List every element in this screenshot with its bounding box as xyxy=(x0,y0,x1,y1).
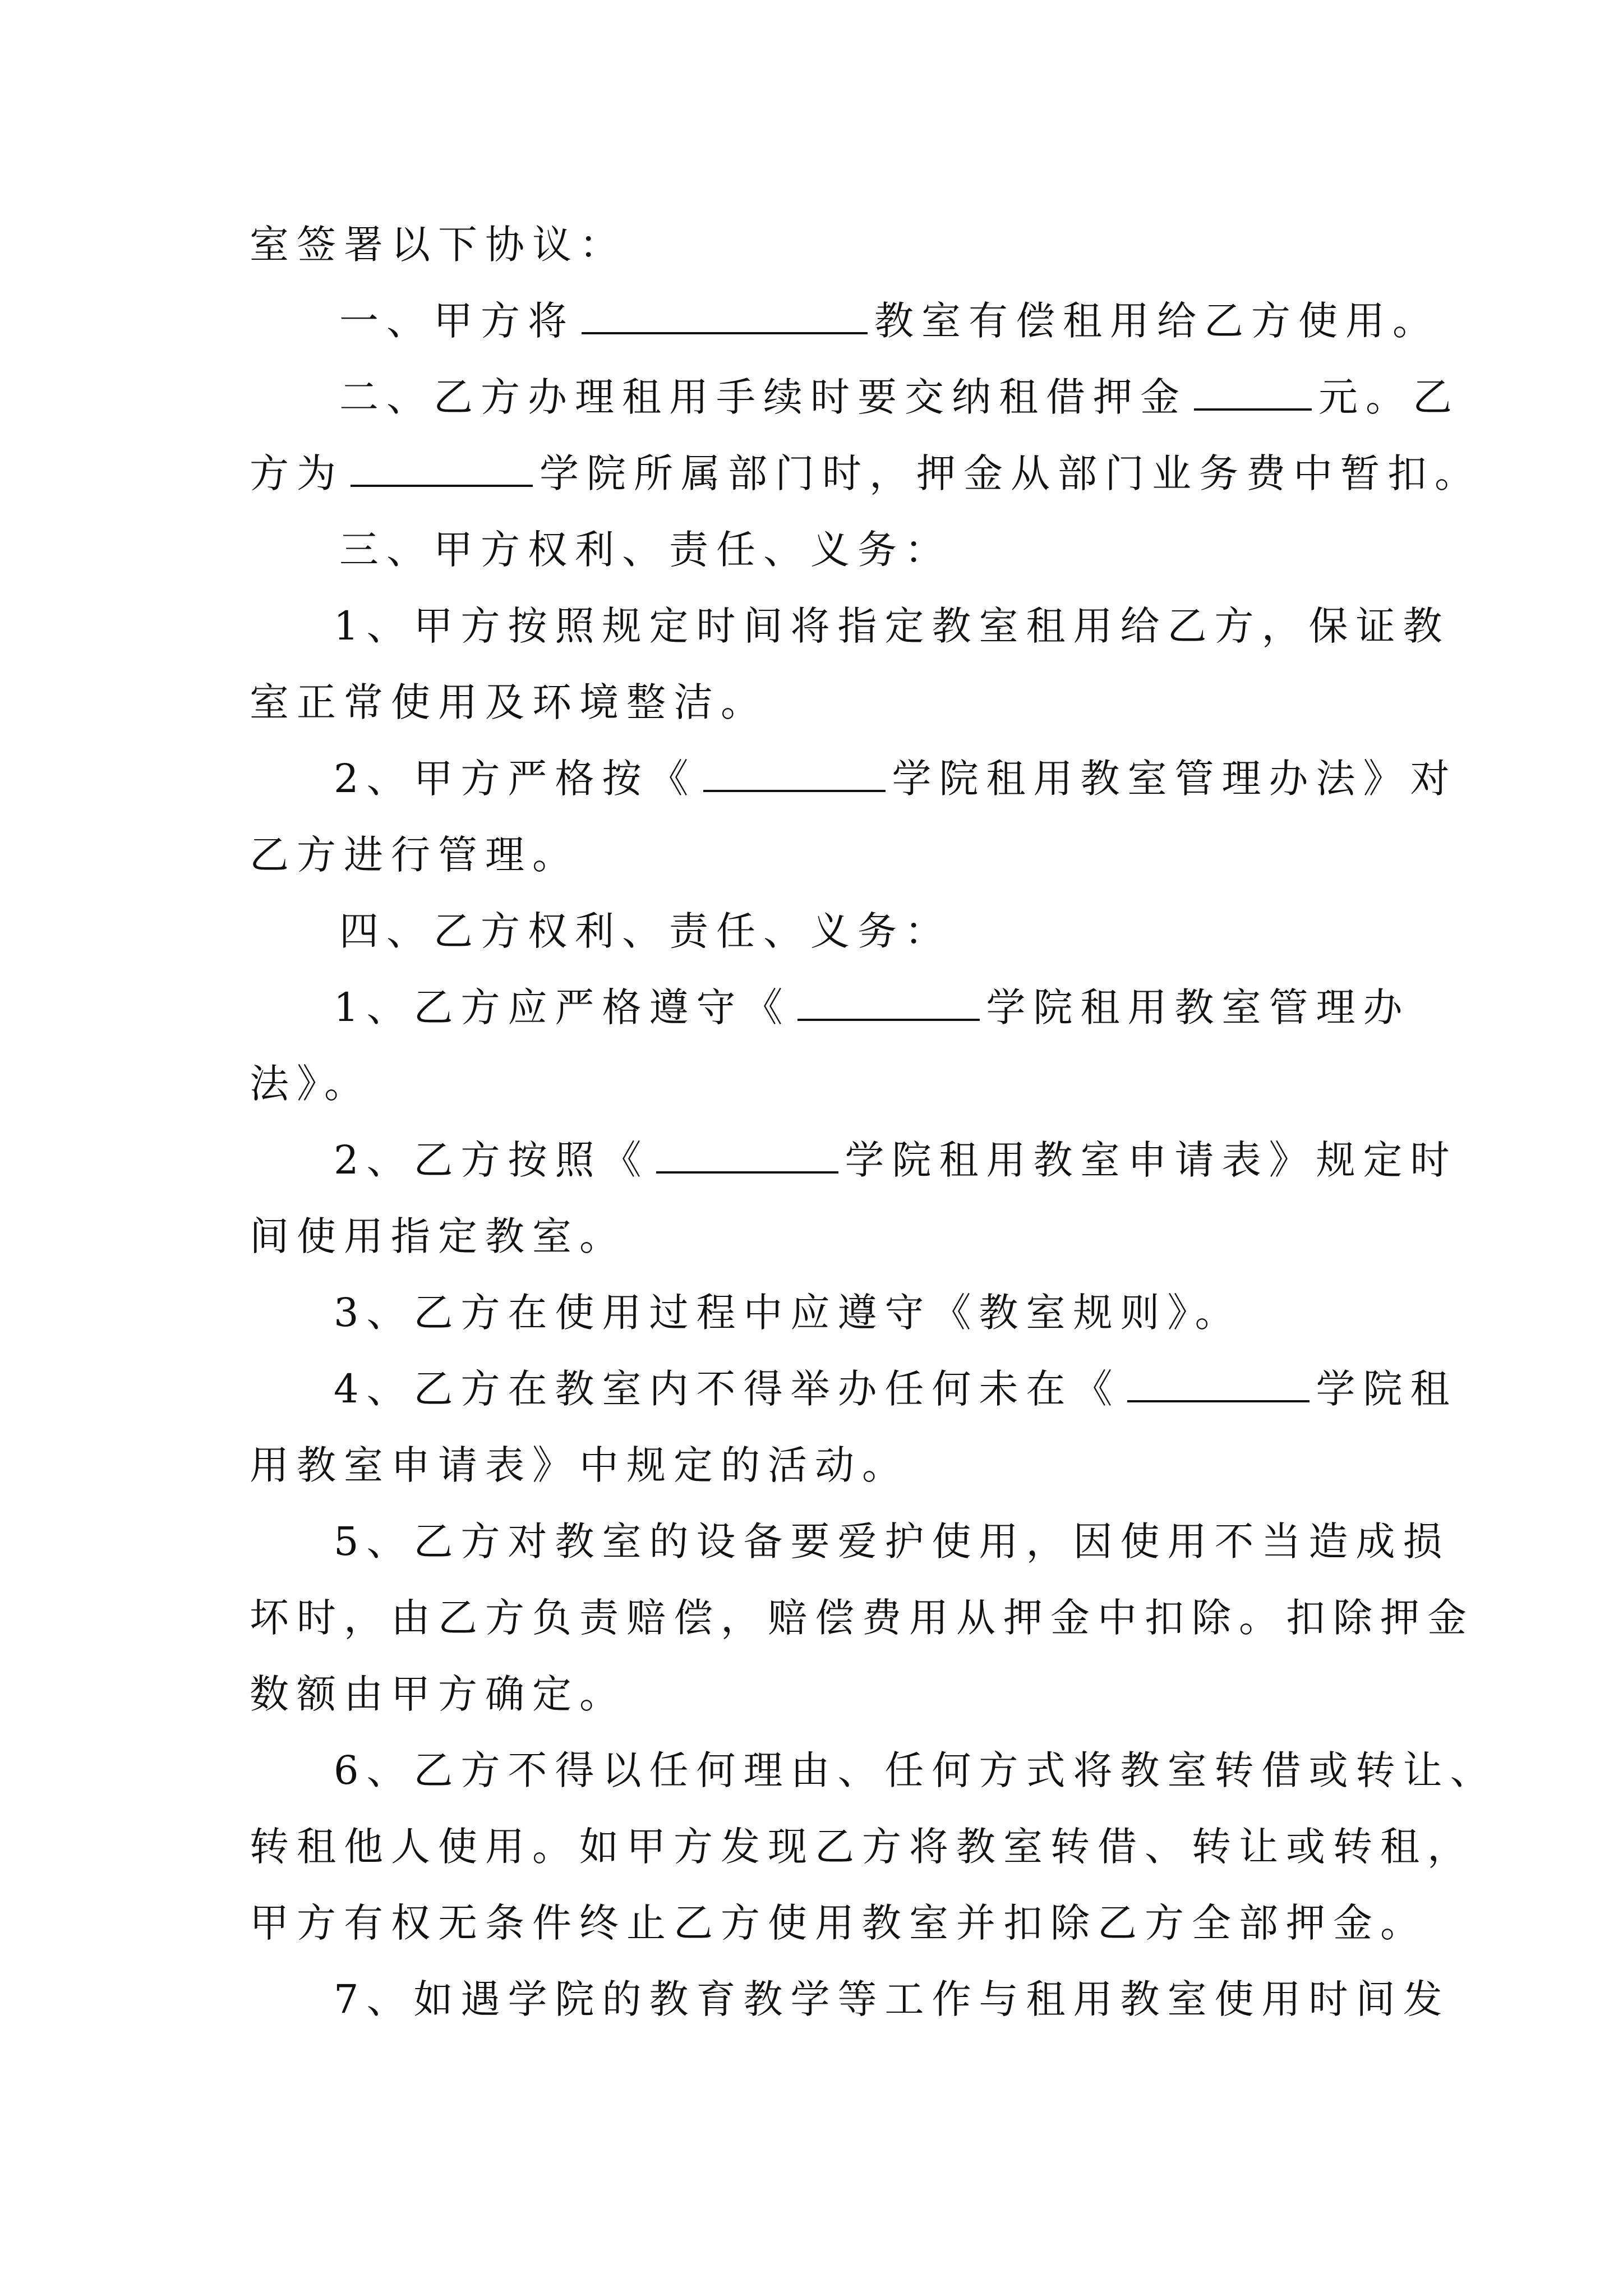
clause-item xyxy=(250,1122,1458,1198)
clause-item xyxy=(250,1503,1450,1580)
clause-item xyxy=(250,969,1410,1046)
line-text: 室签署以下协议： xyxy=(250,222,626,268)
line-text: 4、乙方在教室内不得举办任何未在《 xyxy=(334,1366,1121,1412)
text-line xyxy=(250,1885,1427,1961)
line-text: 教室有偿租用给乙方使用。 xyxy=(874,298,1440,344)
section-heading xyxy=(250,512,1399,588)
line-text: 2、甲方严格按《 xyxy=(334,756,697,802)
line-text: 学院租用教室申请表》规定时 xyxy=(845,1137,1458,1183)
line-text: 3、乙方在使用过程中应遵守《教室规则》。 xyxy=(334,1290,1242,1336)
line-text: 室正常使用及环境整洁。 xyxy=(250,679,768,725)
section-heading xyxy=(250,893,1399,969)
line-text: 元。乙 xyxy=(1318,374,1460,420)
line-text: 1、甲方按照规定时间将指定教室租用给乙方，保证教 xyxy=(334,603,1450,649)
text-line xyxy=(250,1198,1399,1274)
text-line xyxy=(250,1580,1474,1656)
fill-blank-deposit[interactable] xyxy=(1194,377,1312,411)
fill-blank-college[interactable] xyxy=(797,987,980,1021)
clause-item xyxy=(250,1961,1450,2037)
clause-item xyxy=(250,740,1458,817)
line-text: 间使用指定教室。 xyxy=(250,1213,626,1259)
line-text: 1、乙方应严格遵守《 xyxy=(334,984,791,1030)
line-text: 二、乙方办理租用手续时要交纳租借押金 xyxy=(339,374,1187,420)
text-line xyxy=(250,664,1399,740)
text-line xyxy=(250,1046,1399,1122)
line-text: 5、乙方对教室的设备要爱护使用，因使用不当造成损 xyxy=(334,1519,1450,1565)
line-text: 学院租用教室管理办法》对 xyxy=(892,756,1458,802)
fill-blank-college[interactable] xyxy=(656,1140,838,1174)
line-text: 法》。 xyxy=(250,1061,371,1107)
line-text: 三、甲方权利、责任、义务： xyxy=(339,527,952,573)
fill-blank-college[interactable] xyxy=(703,758,886,792)
line-text: 乙方进行管理。 xyxy=(250,832,579,878)
line-text: 用教室申请表》中规定的活动。 xyxy=(250,1442,909,1488)
line-text: 四、乙方权利、责任、义务： xyxy=(339,908,952,954)
line-text: 学院所属部门时，押金从部门业务费中暂扣。 xyxy=(540,450,1482,496)
text-line xyxy=(250,1656,1399,1732)
text-line xyxy=(250,206,1399,283)
line-text: 方为 xyxy=(250,450,344,496)
clause-item xyxy=(250,1351,1458,1427)
line-text: 一、甲方将 xyxy=(339,298,575,344)
text-line xyxy=(250,1427,1399,1503)
clause-item xyxy=(250,1274,1399,1351)
line-text: 6、乙方不得以任何理由、任何方式将教室转借或转让、 xyxy=(334,1747,1497,1793)
fill-blank-classroom[interactable] xyxy=(582,301,868,334)
line-text: 数额由甲方确定。 xyxy=(250,1671,626,1717)
text-line xyxy=(250,435,1482,512)
clause-2 xyxy=(250,359,1460,435)
line-text: 2、乙方按照《 xyxy=(334,1137,649,1183)
text-line xyxy=(250,817,1399,893)
fill-blank-college[interactable] xyxy=(351,453,533,487)
line-text: 学院租用教室管理办 xyxy=(986,984,1410,1030)
clause-item xyxy=(250,1732,1497,1809)
fill-blank-college[interactable] xyxy=(1127,1369,1310,1402)
text-line xyxy=(250,1809,1474,1885)
line-text: 学院租 xyxy=(1316,1366,1458,1412)
clause-item xyxy=(250,588,1450,664)
line-text: 转租他人使用。如甲方发现乙方将教室转借、转让或转租， xyxy=(250,1824,1474,1870)
clause-1 xyxy=(250,283,1440,359)
line-text: 坏时，由乙方负责赔偿，赔偿费用从押金中扣除。扣除押金 xyxy=(250,1595,1474,1641)
line-text: 7、如遇学院的教育教学等工作与租用教室使用时间发 xyxy=(334,1976,1450,2022)
line-text: 甲方有权无条件终止乙方使用教室并扣除乙方全部押金。 xyxy=(250,1900,1427,1946)
agreement-text xyxy=(250,206,1497,2037)
